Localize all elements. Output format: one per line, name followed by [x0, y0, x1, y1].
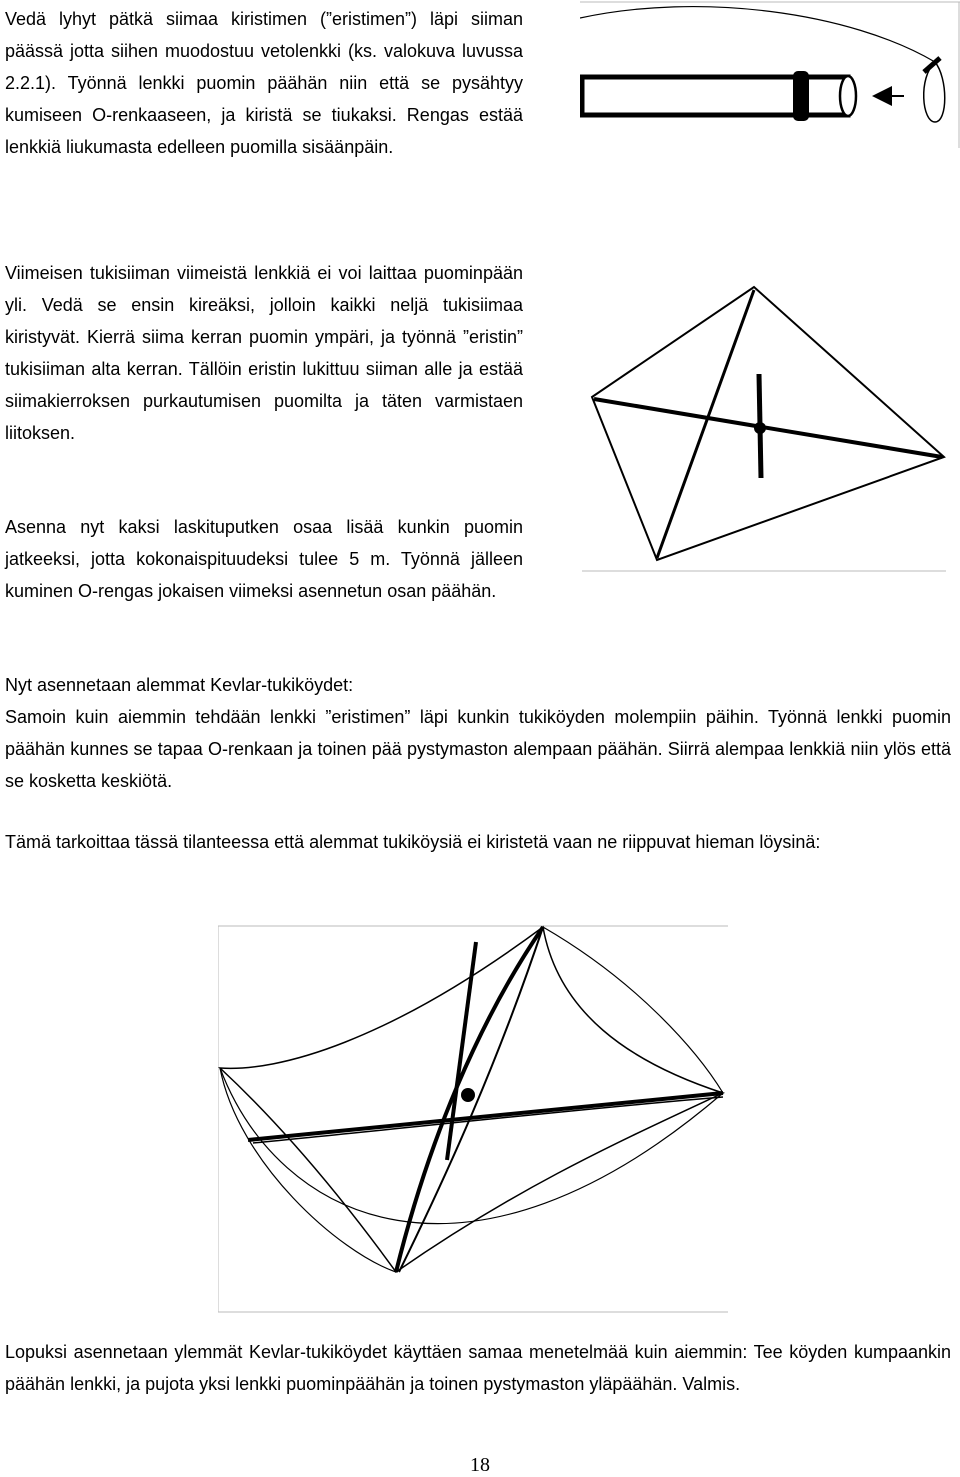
horizontal-boom: [248, 1093, 723, 1140]
hub: [754, 422, 766, 434]
slack-lower-line-b: [220, 1068, 396, 1272]
kite-slack-lines-figure: [218, 922, 730, 1314]
paragraph-slack-lines: Tämä tarkoittaa tässä tilanteessa että alemmat tukiköysiä ei kiristetä vaan ne riippuvat hieman löysinä:: [5, 832, 821, 852]
paragraph-lower-kevlar: Samoin kuin aiemmin tehdään lenkki ”eristimen” läpi kunkin tukiköyden molempiin päihin. Työnnä lenkki puomin päähän kunnes se tapaa O-renkaan ja toinen pää pystymaston alempaan päähän. Siirrä alempaa lenkkiä niin ylös että se kosketta keskiötä.: [5, 707, 951, 791]
heading-lower-kevlar: Nyt asennetaan alemmat Kevlar-tukiköydet:: [5, 675, 354, 695]
boom-end-loop-figure: [580, 0, 960, 150]
paragraph-loop-instructions: Vedä lyhyt pätkä siimaa kiristimen (”eristimen”) läpi siiman päässä jotta siihen muodostuu vetolenkki (ks. valokuva luvussa 2.2.1). Työnnä lenkki puomin päähän niin että se pysähtyy kumiseen O-renkaaseen, ja kiristä se tiukaksi. Rengas estää lenkkiä liukumasta edelleen puomilla sisäänpäin.: [5, 9, 523, 157]
arrow-icon: [872, 86, 892, 106]
o-ring: [793, 71, 809, 121]
hub: [461, 1088, 475, 1102]
paragraph-upper-kevlar: Lopuksi asennetaan ylemmät Kevlar-tukiköydet käyttäen samaa menetelmää kuin aiemmin: Tee köyden kumpaankin päähän lenkki, ja pujota yksi lenkki puominpäähän ja toinen pystymaston yläpäähän. Valmis.: [5, 1342, 951, 1394]
support-lines: [592, 287, 944, 560]
paragraph-extension: Asenna nyt kaksi laskituputken osaa lisää kunkin puomin jatkeeksi, jotta kokonaispituudeksi tulee 5 m. Työnnä jälleen kuminen O-rengas jokaisen viimeksi asennetun osan päähän.: [5, 517, 523, 601]
kite-rig-tension-figure: [582, 282, 948, 574]
page-number: 18: [470, 1454, 490, 1476]
support-line: [580, 7, 935, 62]
slack-lower-line-c: [543, 927, 723, 1093]
paragraph-last-line: Viimeisen tukisiiman viimeistä lenkkiä ei voi laittaa puominpään yli. Vedä se ensin kireäksi, jolloin kaikki neljä tukisiimaa kiristyvät. Kierrä siima kerran puomin ympäri, ja työnnä ”eristin” tukisiiman alta kerran. Tällöin eristin lukittuu siiman alle ja estää siimakierroksen purkautumisen puomilta ja täten varmistaen liitoksen.: [5, 263, 523, 443]
